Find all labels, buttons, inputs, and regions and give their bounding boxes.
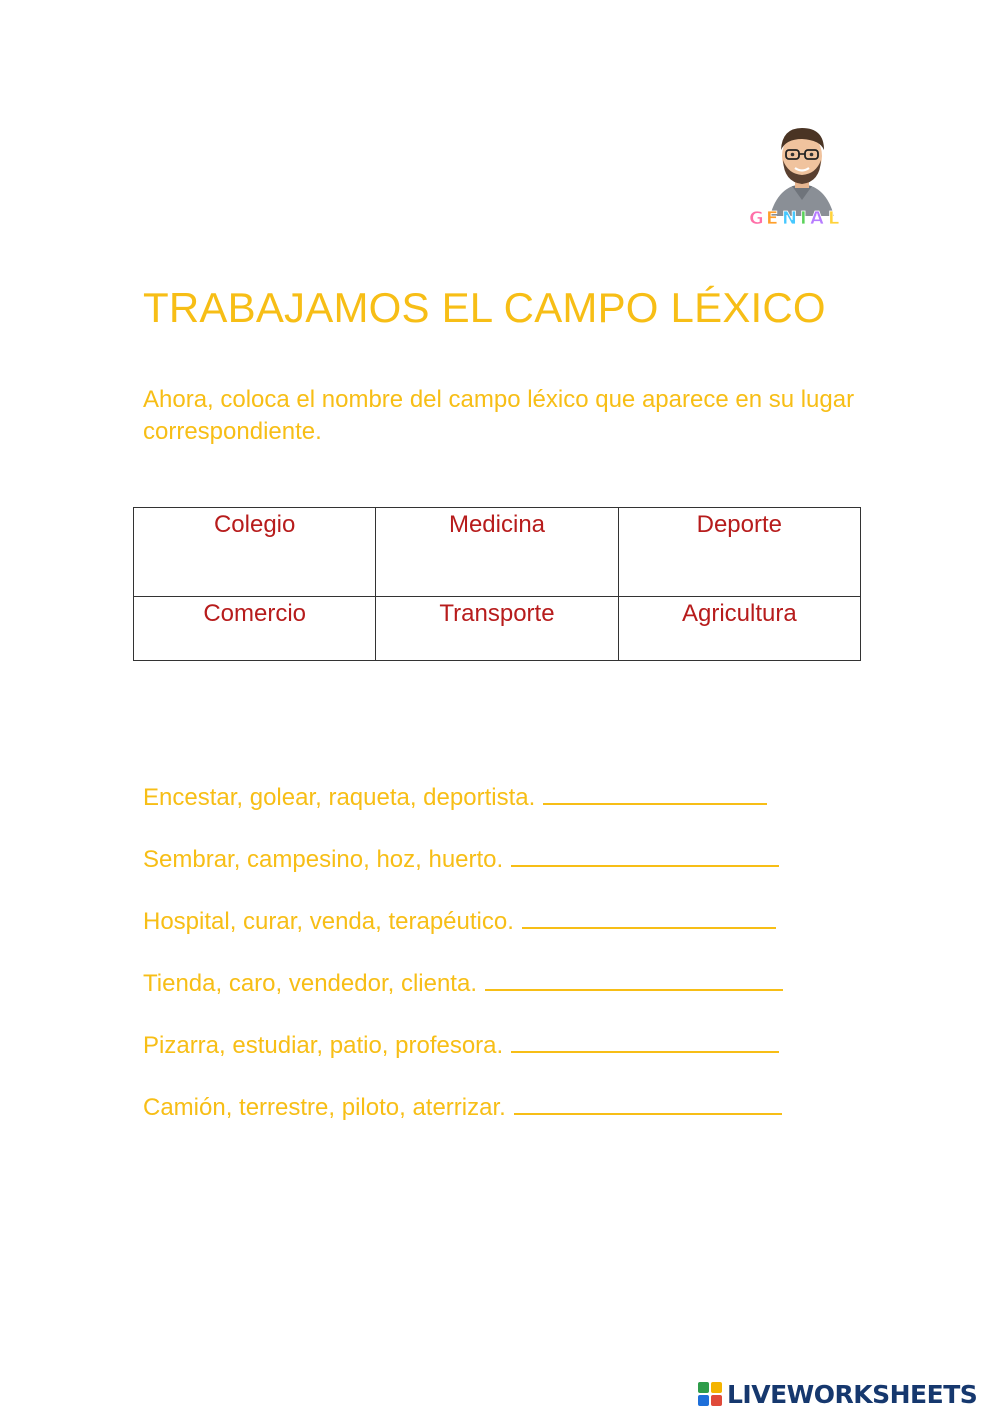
liveworksheets-logo[interactable] [697, 1377, 977, 1411]
svg-text:N: N [782, 208, 798, 229]
svg-text:G: G [749, 208, 764, 229]
exercise-item [143, 842, 903, 904]
answer-blank[interactable] [522, 905, 776, 929]
answer-blank[interactable] [514, 1091, 782, 1115]
exercise-item [143, 904, 903, 966]
answer-blank[interactable] [543, 781, 767, 805]
answer-blank[interactable] [511, 1029, 779, 1053]
exercise-item [143, 780, 903, 842]
page-title: TRABAJAMOS EL CAMPO LÉXICO [143, 284, 826, 331]
category-cell[interactable]: Transporte [376, 597, 618, 661]
exercise-item [143, 1090, 903, 1152]
exercise-text: Tienda, caro, vendedor, clienta. [143, 970, 477, 997]
brand-name: LIVEWORKSHEETS [727, 1379, 978, 1409]
exercise-item [143, 1028, 903, 1090]
exercise-text: Hospital, curar, venda, terapéutico. [143, 908, 514, 935]
svg-text:I: I [800, 208, 807, 229]
answer-blank[interactable] [511, 843, 779, 867]
table-row [134, 508, 861, 597]
table-row [134, 597, 861, 661]
category-cell[interactable]: Agricultura [618, 597, 860, 661]
exercise-text: Sembrar, campesino, hoz, huerto. [143, 846, 504, 873]
svg-text:L: L [828, 208, 840, 229]
exercise-list [143, 780, 903, 1152]
answer-blank[interactable] [485, 967, 783, 991]
category-cell[interactable]: Colegio [134, 508, 376, 597]
category-cell[interactable]: Medicina [376, 508, 618, 597]
svg-text:A: A [810, 208, 824, 229]
teacher-avatar [748, 120, 856, 230]
instruction-text: Ahora, coloca el nombre del campo léxico que aparece en su lugar correspondiente. [143, 386, 855, 445]
lexical-field-table [133, 507, 861, 661]
category-cell[interactable]: Comercio [134, 597, 376, 661]
exercise-text: Encestar, golear, raqueta, deportista. [143, 784, 536, 811]
svg-text:E: E [766, 208, 779, 229]
exercise-text: Pizarra, estudiar, patio, profesora. [143, 1032, 504, 1059]
exercise-item [143, 966, 903, 1028]
exercise-text: Camión, terrestre, piloto, aterrizar. [143, 1094, 506, 1121]
category-cell[interactable]: Deporte [618, 508, 860, 597]
liveworksheets-mark-icon [697, 1381, 723, 1407]
